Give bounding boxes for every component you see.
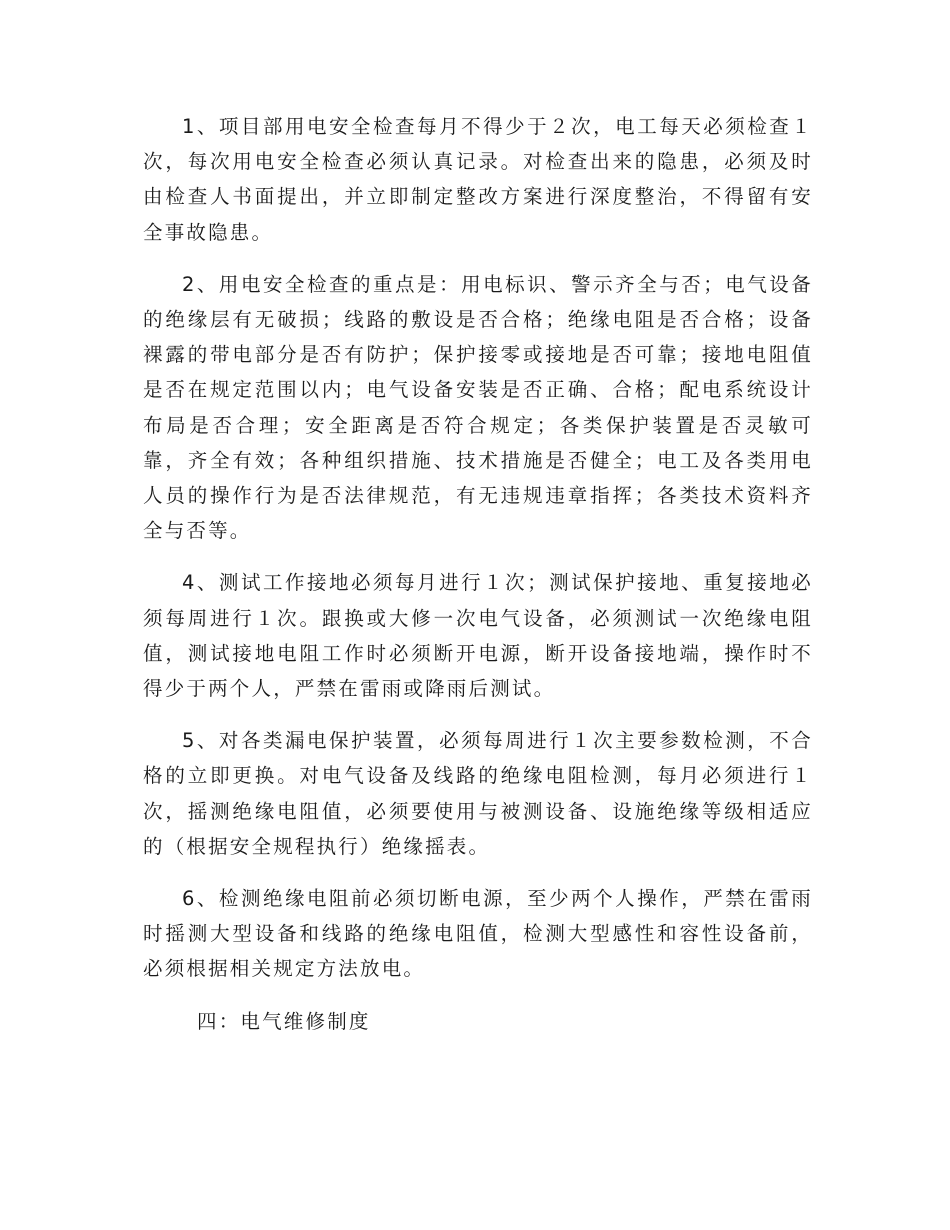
paragraph-insulation-test: 6、检测绝缘电阻前必须切断电源，至少两个人操作，严禁在雷雨时摇测大型设备和线路的绝缘电阻值，检测大型感性和容性设备前，必须根据相关规定方法放电。 xyxy=(143,887,813,981)
paragraph-leakage-protection: 5、对各类漏电保护装置，必须每周进行１次主要参数检测，不合格的立即更换。对电气设备及线路的绝缘电阻检测，每月必须进行１次，摇测绝缘电阻值，必须要使用与被测设备、设施绝缘等级相适应的（根据安全规程执行）绝缘摇表。 xyxy=(143,729,813,858)
paragraph-inspection-focus: 2、用电安全检查的重点是：用电标识、警示齐全与否；电气设备的绝缘层有无破损；线路的敷设是否合格；绝缘电阻是否合格；设备裸露的带电部分是否有防护；保护接零或接地是否可靠；接地电阻值是否在规定范围以内；电气设备安装是否正确、合格；配电系统设计布局是否合理；安全距离是否符合规定；各类保护装置是否灵敏可靠，齐全有效；各种组织措施、技术措施是否健全；电工及各类用电人员的操作行为是否法律规范，有无违规违章指挥；各类技术资料齐全与否等。 xyxy=(143,272,813,543)
paragraph-inspection-frequency: 1、项目部用电安全检查每月不得少于２次，电工每天必须检查１次，每次用电安全检查必须认真记录。对检查出来的隐患，必须及时由检查人书面提出，并立即制定整改方案进行深度整治，不得留有安全事故隐患。 xyxy=(143,115,813,244)
paragraph-grounding-test: 4、测试工作接地必须每月进行１次；测试保护接地、重复接地必须每周进行１次。跟换或大修一次电气设备，必须测试一次绝缘电阻值，测试接地电阻工作时必须断开电源，断开设备接地端，操作时不得少于两个人，严禁在雷雨或降雨后测试。 xyxy=(143,571,813,701)
section-heading: 四：电气维修制度 xyxy=(197,1009,371,1033)
document-body xyxy=(143,109,813,1039)
